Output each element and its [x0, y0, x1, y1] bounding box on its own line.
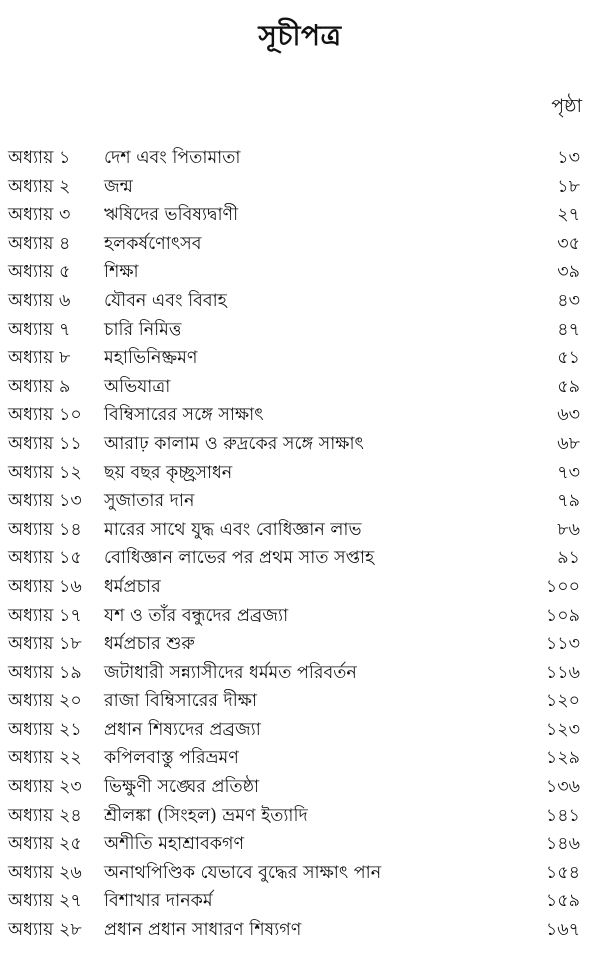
- chapter-number: অধ্যায় ১১: [8, 433, 82, 454]
- chapter-title: অনাথপিণ্ডিক যেভাবে বুদ্ধের সাক্ষাৎ পান: [104, 862, 382, 883]
- chapter-title: বিম্বিসারের সঙ্গে সাক্ষাৎ: [104, 405, 264, 426]
- toc-entry: [0, 316, 600, 345]
- page-number: ১২৩: [545, 719, 580, 740]
- chapter-number: অধ্যায় ২১: [8, 719, 82, 740]
- chapter-title: জন্ম: [104, 176, 133, 197]
- page-number: ১৩: [557, 148, 580, 168]
- toc-entry: [0, 744, 600, 773]
- chapter-title: ভিক্ষুণী সঙ্ঘের প্রতিষ্ঠা: [104, 777, 260, 798]
- page-number: ১২০: [545, 691, 580, 712]
- page-number: ২৭: [557, 205, 580, 226]
- chapter-title: কপিলবাস্তু পরিভ্রমণ: [104, 748, 239, 769]
- chapter-title: যৌবন এবং বিবাহ: [104, 290, 227, 311]
- toc-entry: [0, 544, 600, 573]
- chapter-title: সুজাতার দান: [104, 491, 195, 512]
- page-number: ১৪৬: [545, 834, 580, 855]
- chapter-title: ধর্মপ্রচার: [104, 576, 161, 597]
- page-number: ১৬৭: [545, 920, 580, 941]
- chapter-number: অধ্যায় ২৪: [8, 805, 82, 826]
- chapter-number: অধ্যায় ১০: [8, 405, 82, 426]
- toc-entry: [0, 687, 600, 716]
- chapter-number: অধ্যায় ১৯: [8, 662, 82, 683]
- chapter-title: বিশাখার দানকর্ম: [104, 891, 213, 912]
- toc-entry: [0, 201, 600, 230]
- page-title: সূচীপত্র: [258, 19, 342, 52]
- chapter-title: দেশ এবং পিতামাতা: [104, 148, 241, 168]
- chapter-number: অধ্যায় ১৩: [8, 491, 82, 512]
- chapter-title: অশীতি মহাশ্রাবকগণ: [104, 834, 245, 855]
- chapter-number: অধ্যায় ৯: [8, 376, 71, 397]
- page-number: ১৩৬: [545, 777, 580, 798]
- toc-entry: [0, 830, 600, 859]
- page-number: ৪৭: [557, 319, 580, 340]
- page-number: ১২৯: [545, 748, 580, 769]
- chapter-number: অধ্যায় ৩: [8, 205, 71, 226]
- table-of-contents: [0, 144, 600, 945]
- toc-entry: [0, 487, 600, 516]
- chapter-number: অধ্যায় ৪: [8, 233, 71, 254]
- toc-entry: [0, 773, 600, 802]
- toc-entry: [0, 659, 600, 688]
- page-number: ৫১: [557, 348, 580, 369]
- chapter-title: প্রধান শিষ্যদের প্রব্রজ্যা: [104, 719, 261, 740]
- page-number: ৩৫: [557, 233, 580, 254]
- toc-entry: [0, 401, 600, 430]
- toc-entry: [0, 287, 600, 316]
- toc-entry: [0, 916, 600, 945]
- page-number: ১০৯: [545, 605, 580, 626]
- chapter-number: অধ্যায় ১৭: [8, 605, 82, 626]
- page-number: ৫৯: [557, 376, 580, 397]
- page-number: ১৫৯: [545, 891, 580, 912]
- chapter-number: অধ্যায় ৮: [8, 348, 71, 369]
- toc-entry: [0, 602, 600, 631]
- page-number: ৮৬: [557, 519, 580, 540]
- chapter-number: অধ্যায় ১২: [8, 462, 82, 483]
- chapter-title: ঋষিদের ভবিষ্যদ্বাণী: [104, 205, 239, 226]
- toc-entry: [0, 230, 600, 259]
- toc-entry: [0, 630, 600, 659]
- chapter-number: অধ্যায় ১: [8, 148, 71, 168]
- chapter-number: অধ্যায় ৬: [8, 290, 71, 311]
- page-number: ৩৯: [557, 262, 580, 283]
- chapter-title: অভিযাত্রা: [104, 376, 171, 397]
- chapter-number: অধ্যায় ২৩: [8, 777, 82, 798]
- chapter-title: আরাঢ় কালাম ও রুদ্রকের সঙ্গে সাক্ষাৎ: [104, 433, 364, 454]
- chapter-title: যশ ও তাঁর বন্ধুদের প্রব্রজ্যা: [104, 605, 289, 626]
- chapter-number: অধ্যায় ১৫: [8, 548, 82, 569]
- toc-entry: [0, 344, 600, 373]
- page-column-heading: পৃষ্ঠা: [551, 95, 582, 117]
- chapter-title: প্রধান প্রধান সাধারণ শিষ্যগণ: [104, 920, 302, 941]
- chapter-number: অধ্যায় ১৬: [8, 576, 82, 597]
- toc-entry: [0, 373, 600, 402]
- chapter-number: অধ্যায় ২০: [8, 691, 82, 712]
- chapter-title: হলকর্ষণোৎসব: [104, 233, 202, 254]
- chapter-title: বোধিজ্ঞান লাভের পর প্রথম সাত সপ্তাহ: [104, 548, 375, 569]
- chapter-title: মারের সাথে যুদ্ধ এবং বোধিজ্ঞান লাভ: [104, 519, 362, 540]
- toc-entry: [0, 173, 600, 202]
- page-number: ১১৩: [545, 634, 580, 655]
- toc-entry: [0, 802, 600, 831]
- chapter-title: শ্রীলঙ্কা (সিংহল) ভ্রমণ ইত্যাদি: [104, 805, 308, 826]
- toc-entry: [0, 859, 600, 888]
- page-number: ৯১: [557, 548, 580, 569]
- chapter-title: শিক্ষা: [104, 262, 139, 283]
- toc-entry: [0, 258, 600, 287]
- page-number: ৭৩: [557, 462, 580, 483]
- toc-entry: [0, 430, 600, 459]
- page-number: ১০০: [545, 576, 580, 597]
- chapter-number: অধ্যায় ২: [8, 176, 71, 197]
- chapter-title: চারি নিমিত্ত: [104, 319, 182, 340]
- chapter-title: রাজা বিম্বিসারের দীক্ষা: [104, 691, 257, 712]
- chapter-number: অধ্যায় ৭: [8, 319, 71, 340]
- page-number: ৭৯: [557, 491, 580, 512]
- chapter-number: অধ্যায় ২৬: [8, 862, 82, 883]
- page-number: ৪৩: [557, 290, 580, 311]
- page-number: ১৪১: [545, 805, 580, 826]
- chapter-title: মহাভিনিষ্ক্রমণ: [104, 348, 198, 369]
- chapter-title: ছয় বছর কৃচ্ছ্রসাধন: [104, 462, 233, 483]
- toc-entry: [0, 144, 600, 173]
- page-number: ১৫৪: [545, 862, 580, 883]
- page-number: ৬৩: [557, 405, 580, 426]
- chapter-number: অধ্যায় ২৮: [8, 920, 82, 941]
- chapter-number: অধ্যায় ৫: [8, 262, 71, 283]
- chapter-number: অধ্যায় ২৭: [8, 891, 82, 912]
- toc-entry: [0, 716, 600, 745]
- toc-entry: [0, 516, 600, 545]
- chapter-title: ধর্মপ্রচার শুরু: [104, 634, 195, 655]
- page-number: ১১৬: [545, 662, 580, 683]
- page-number: ৬৮: [557, 433, 580, 454]
- toc-entry: [0, 459, 600, 488]
- chapter-number: অধ্যায় ২৫: [8, 834, 82, 855]
- toc-entry: [0, 573, 600, 602]
- toc-entry: [0, 887, 600, 916]
- chapter-number: অধ্যায় ১৪: [8, 519, 82, 540]
- chapter-title: জটাধারী সন্ন্যাসীদের ধর্মমত পরিবর্তন: [104, 662, 357, 683]
- page-number: ১৮: [557, 176, 580, 197]
- chapter-number: অধ্যায় ২২: [8, 748, 82, 769]
- chapter-number: অধ্যায় ১৮: [8, 634, 82, 655]
